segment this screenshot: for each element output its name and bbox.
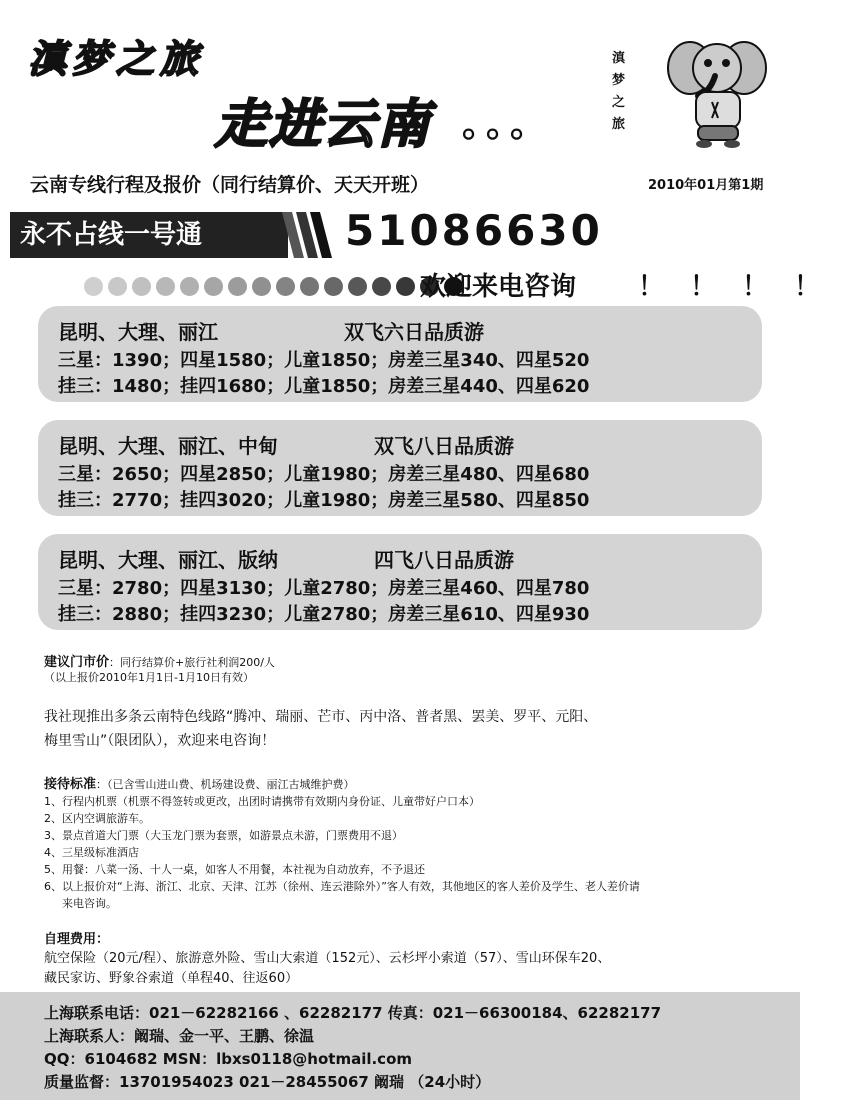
list-item: 1、行程内机票（机票不得签转或更改，出团时请携带有效期内身份证、儿童带好户口本） [44, 795, 480, 808]
dot-icon [204, 277, 223, 296]
dot-icon [132, 277, 151, 296]
package-price-line: 三星：1390；四星1580；儿童1850；房差三星340、四星520 [58, 350, 590, 371]
list-item: 2、区内空调旅游车。 [44, 812, 150, 825]
list-item: 4、三星级标准酒店 [44, 846, 139, 859]
dot-icon [228, 277, 247, 296]
validity-note: （以上报价2010年1月1日-1月10日有效） [44, 671, 254, 684]
headline-dots: 。。。 [462, 104, 553, 145]
self-pay-label: 自理费用： [44, 932, 110, 947]
subheading: 云南专线行程及报价（同行结算价、天天开班） [30, 174, 430, 196]
suggest-label: 建议门市价 [44, 655, 110, 670]
package-price-line: 三星：2650；四星2850；儿童1980；房差三星480、四星680 [58, 464, 590, 485]
reception-label: 接待标准 [44, 777, 97, 792]
reception-list [44, 793, 640, 912]
list-item: 3、景点首道大门票（大玉龙门票为套票，如游景点未游，门票费用不退） [44, 829, 403, 842]
dot-icon [324, 277, 343, 296]
package-panel [38, 534, 762, 630]
package-price-line: 挂三：1480；挂四1680；儿童1850；房差三星440、四星620 [58, 376, 590, 397]
contact-quality: 质量监督：13701954023 021－28455067 阚瑞 （24小时） [44, 1073, 491, 1091]
contact-person: 上海联系人：阚瑞、金一平、王鹏、徐温 [44, 1027, 315, 1045]
self-pay-line: 航空保险（20元/程）、旅游意外险、雪山大索道（152元）、云杉坪小索道（57）、雪山环保车20、 [44, 951, 611, 966]
contact-phone: 上海联系电话：021－62282166 、62282177 传真：021－66300184、62282177 [44, 1004, 662, 1022]
suggest-price [44, 651, 275, 670]
package-price-line: 挂三：2770；挂四3020；儿童1980；房差三星580、四星850 [58, 490, 590, 511]
issue-label: 2010年01月第1期 [648, 178, 764, 193]
list-item: 5、用餐：八菜一汤、十人一桌，如客人不用餐，本社视为自动放弃，不予退还 [44, 863, 425, 876]
package-route: 昆明、大理、丽江、版纳 [58, 548, 278, 572]
package-tag: 四飞八日品质游 [374, 548, 514, 572]
dot-icon [396, 277, 415, 296]
dot-icon [348, 277, 367, 296]
special-routes-line: 我社现推出多条云南特色线路“腾冲、瑞丽、芒市、丙中洛、普者黑、罢美、罗平、元阳、 [44, 709, 598, 725]
hotline-number: 51086630 [345, 206, 603, 255]
package-tag: 双飞六日品质游 [344, 320, 484, 344]
headline: 走进云南 [215, 95, 432, 155]
contact-block [0, 992, 800, 1100]
package-tag: 双飞八日品质游 [374, 434, 514, 458]
package-panel [38, 306, 762, 402]
package-route: 昆明、大理、丽江、中甸 [58, 434, 278, 458]
gradient-dots [84, 274, 463, 298]
list-item: 6、以上报价对“上海、浙江、北京、天津、江苏（徐州、连云港除外）”客人有效，其他地区的客人差价及学生、老人差价请 [44, 880, 640, 893]
reception-note: ：（已含雪山进山费、机场建设费、丽江古城维护费） [96, 778, 355, 791]
hotline-label: 永不占线一号通 [10, 212, 288, 258]
package-price-line: 挂三：2880；挂四3230；儿童2780；房差三星610、四星930 [58, 604, 590, 625]
dot-icon [252, 277, 271, 296]
dot-icon [156, 277, 175, 296]
slash-stripes-icon [282, 212, 342, 258]
contact-qq-msn: QQ：6104682 MSN：lbxs0118@hotmail.com [44, 1050, 413, 1068]
package-panel [38, 420, 762, 516]
dot-icon [84, 277, 103, 296]
suggest-text: ：同行结算价+旅行社利润200/人 [109, 656, 275, 669]
dot-icon [108, 277, 127, 296]
dot-icon [372, 277, 391, 296]
dot-icon [180, 277, 199, 296]
self-pay-line: 藏民家访、野象谷索道（单程40、往返60） [44, 971, 299, 986]
welcome-text: 欢迎来电咨询 [420, 272, 577, 302]
elephant-mascot-icon [660, 30, 772, 150]
brand-logo: 滇梦之旅 [28, 36, 205, 81]
special-routes-line: 梅里雪山”（限团队），欢迎来电咨询！ [44, 733, 276, 749]
dot-icon [300, 277, 319, 296]
dot-icon [276, 277, 295, 296]
package-route: 昆明、大理、丽江 [58, 320, 218, 344]
reception-header [44, 773, 355, 792]
list-item: 来电咨询。 [62, 897, 117, 910]
side-title: 滇梦之旅 [612, 51, 626, 132]
welcome-marks: ！！！！ [638, 272, 846, 302]
package-price-line: 三星：2780；四星3130；儿童2780；房差三星460、四星780 [58, 578, 590, 599]
